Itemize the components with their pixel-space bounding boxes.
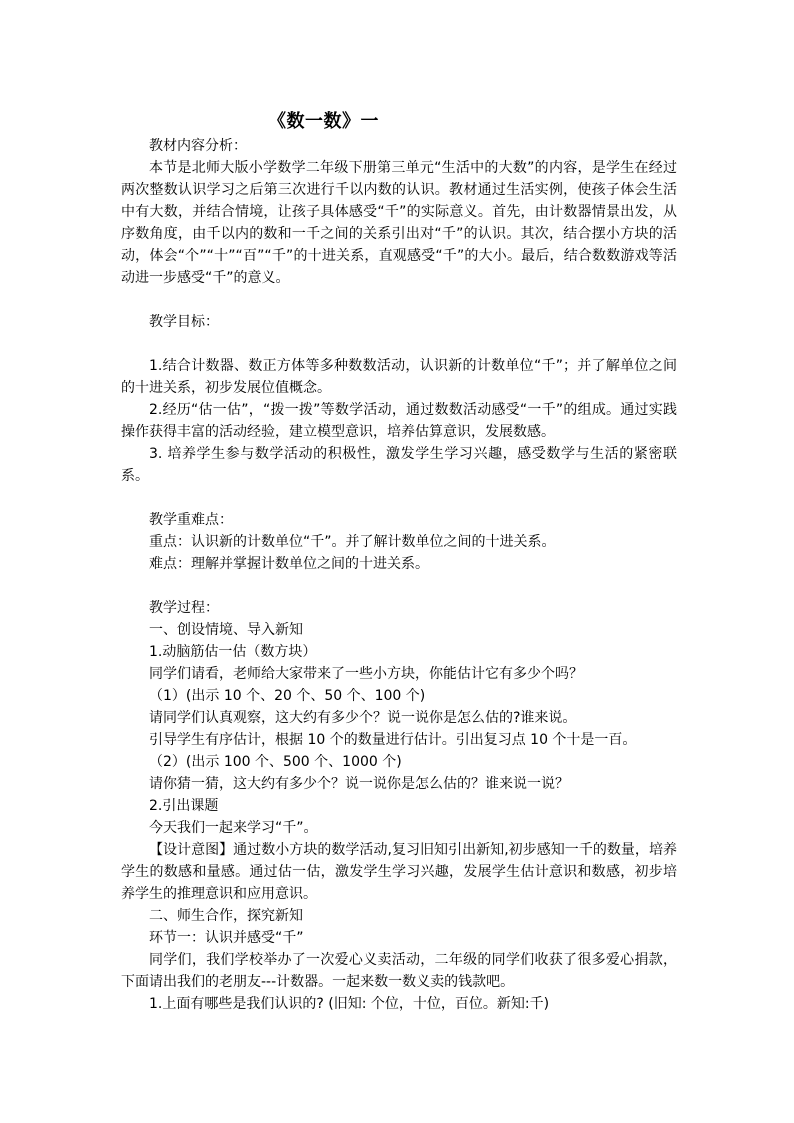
goal-item-1: 1.结合计数器、数正方体等多种数数活动，认识新的计数单位“千”；并了解单位之间的十进关系，初步发展位值概念。 (121, 358, 677, 396)
goals-heading: 教学目标： (149, 314, 219, 330)
paragraph: （2）(出示 100 个、500 个、1000 个) (149, 754, 402, 770)
process-heading: 教学过程： (149, 600, 219, 616)
goal-item-3: 3. 培养学生参与数学活动的积极性，激发学生学习兴趣，感受数学与生活的紧密联系。 (121, 446, 677, 484)
section-2-heading: 二、师生合作，探究新知 (149, 908, 303, 924)
paragraph: 请你猜一猜，这大约有多少个？说一说你是怎么估的？谁来说一说？ (149, 776, 569, 792)
subsection-1-2: 2.引出课题 (149, 798, 219, 814)
step-1-heading: 环节一：认识并感受“千” (149, 930, 304, 946)
difficulty-heading: 教学重难点： (149, 512, 233, 528)
paragraph: 今天我们一起来学习“千”。 (149, 820, 318, 836)
document-title: 《数一数》一 (268, 111, 379, 132)
paragraph: 引导学生有序估计，根据 10 个的数量进行估计。引出复习点 10 个十是一百。 (149, 732, 637, 748)
goal-item-2: 2.经历“估一估”，“拨一拨”等数学活动，通过数数活动感受“一千”的组成。通过实践操作获得丰富的活动经验，建立模型意识，培养估算意识，发展数感。 (121, 402, 677, 440)
design-intent-paragraph: 【设计意图】通过数小方块的数学活动,复习旧知引出新知,初步感知一千的数量，培养学生的数感和量感。通过估一估，激发学生学习兴趣，发展学生估计意识和数感，初步培养学生的推理意识和应用意识。 (121, 842, 677, 902)
key-point: 重点：认识新的计数单位“千”。并了解计数单位之间的十进关系。 (149, 534, 556, 550)
paragraph: （1）(出示 10 个、20 个、50 个、100 个) (149, 688, 426, 704)
analysis-heading: 教材内容分析： (149, 138, 247, 154)
difficult-point: 难点：理解并掌握计数单位之间的十进关系。 (149, 556, 429, 572)
paragraph: 1.上面有哪些是我们认识的? (旧知: 个位，十位，百位。新知:千) (149, 996, 550, 1012)
document-body (121, 135, 677, 1015)
paragraph: 同学们请看，老师给大家带来了一些小方块，你能估计它有多少个吗？ (149, 666, 583, 682)
paragraph: 请同学们认真观察，这大约有多少个？说一说你是怎么估的?谁来说。 (149, 710, 577, 726)
paragraph: 同学们，我们学校举办了一次爱心义卖活动，二年级的同学们收获了很多爱心捐款，下面请出我们的老朋友---计数器。一起来数一数义卖的钱款吧。 (121, 952, 677, 990)
section-1-heading: 一、创设情境、导入新知 (149, 622, 303, 638)
analysis-paragraph: 本节是北师大版小学数学二年级下册第三单元“生活中的大数”的内容，是学生在经过两次整数认识学习之后第三次进行千以内数的认识。教材通过生活实例，使孩子体会生活中有大数，并结合情境，让孩子具体感受“千”的实际意义。首先，由计数器情景出发，从序数角度，由千以内的数和一千之间的关系引出对“千”的认识。其次，结合摆小方块的活动，体会“个”“十”“百”“千”的十进关系，直观感受“千”的大小。最后，结合数数游戏等活动进一步感受“千”的意义。 (121, 160, 677, 286)
subsection-1-1: 1.动脑筋估一估（数方块） (149, 644, 317, 660)
